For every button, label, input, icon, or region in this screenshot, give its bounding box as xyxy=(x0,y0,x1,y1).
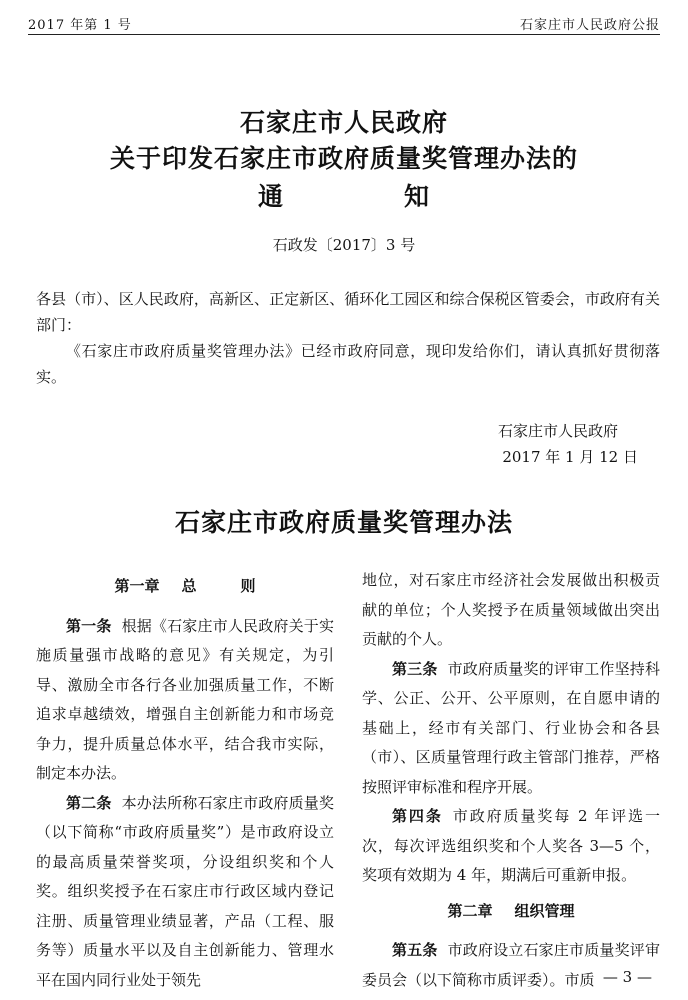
signature-date: 2017 年 1 月 12 日 xyxy=(502,448,638,466)
left-column xyxy=(36,566,334,995)
article-5-number: 第五条 xyxy=(392,941,438,959)
notice-title-word-b: 知 xyxy=(404,182,431,211)
publication-name: 石家庄市人民政府公报 xyxy=(519,18,660,33)
chapter-2-title: 组织管理 xyxy=(514,901,575,920)
article-2-number: 第二条 xyxy=(66,793,112,812)
page-header xyxy=(28,8,660,35)
notice-title-word-a: 通 xyxy=(257,182,284,211)
article-5 xyxy=(362,936,660,995)
article-5-text: 市政府设立石家庄市质量奖评审委员会（以下简称市质评委）。市质 xyxy=(362,941,660,989)
chapter-2-heading xyxy=(362,897,660,927)
addressees: 各县（市）、区人民政府，高新区、正定新区、循环化工园区和综合保税区管委会，市政府有关部门： xyxy=(36,290,660,334)
article-2-text: 本办法所称石家庄市政府质量奖（以下简称“市政府质量奖”）是市政府设立的最高质量荣誉奖项，分设组织奖和个人奖。组织奖授予在石家庄市行政区域内登记注册、质量管理业绩显著，产品（工程、服务等）质量水平以及自主创新能力、管理水平在国内同行业处于领先 xyxy=(36,793,334,989)
article-3-number: 第三条 xyxy=(392,659,438,678)
chapter-1-title-a: 总 xyxy=(181,577,197,595)
measures-title: 石家庄市政府质量奖管理办法 xyxy=(174,508,513,537)
chapter-1-title-b: 则 xyxy=(240,577,256,595)
page-number: — 3 — xyxy=(602,968,652,986)
chapter-1-heading xyxy=(36,572,334,602)
notice-body: 《石家庄市政府质量奖管理办法》已经市政府同意，现印发给你们，请认真抓好贯彻落实。 xyxy=(36,342,660,386)
article-2-continued: 地位，对石家庄市经济社会发展做出积极贡献的单位；个人奖授予在质量领域做出突出贡献的个人。 xyxy=(362,571,660,648)
article-2 xyxy=(36,789,334,996)
document-number: 石政发〔2017〕3 号 xyxy=(272,236,416,254)
signature-org: 石家庄市人民政府 xyxy=(497,422,618,440)
issue-label: 2017 年第 1 号 xyxy=(28,18,132,33)
right-column xyxy=(362,566,660,995)
article-4 xyxy=(362,802,660,891)
article-4-text: 市政府质量奖每 2 年评选一次，每次评选组织奖和个人奖各 3—5 个，奖项有效期为 4 年，期满后可重新申报。 xyxy=(362,807,660,884)
chapter-2-number: 第二章 xyxy=(447,901,493,920)
article-1 xyxy=(36,612,334,789)
article-3 xyxy=(362,655,660,803)
notice-title-line1: 石家庄市人民政府 xyxy=(239,108,448,137)
article-1-number: 第一条 xyxy=(66,616,112,635)
article-4-number: 第四条 xyxy=(392,807,443,825)
chapter-1-number: 第一章 xyxy=(114,577,160,595)
article-3-text: 市政府质量奖的评审工作坚持科学、公正、公开、公平原则，在自愿申请的基础上，经市有关部门、行业协会和各县（市）、区质量管理行政主管部门推荐，严格按照评审标准和程序开展。 xyxy=(362,659,660,796)
notice-title-line3 xyxy=(0,177,688,213)
notice-title-line2: 关于印发石家庄市政府质量奖管理办法的 xyxy=(109,144,578,173)
article-1-text: 根据《石家庄市人民政府关于实施质量强市战略的意见》有关规定，为引导、激励全市各行各业加强质量工作，不断追求卓越绩效，增强自主创新能力和市场竞争力，提升质量总体水平，结合我市实际，制定本办法。 xyxy=(36,616,334,782)
